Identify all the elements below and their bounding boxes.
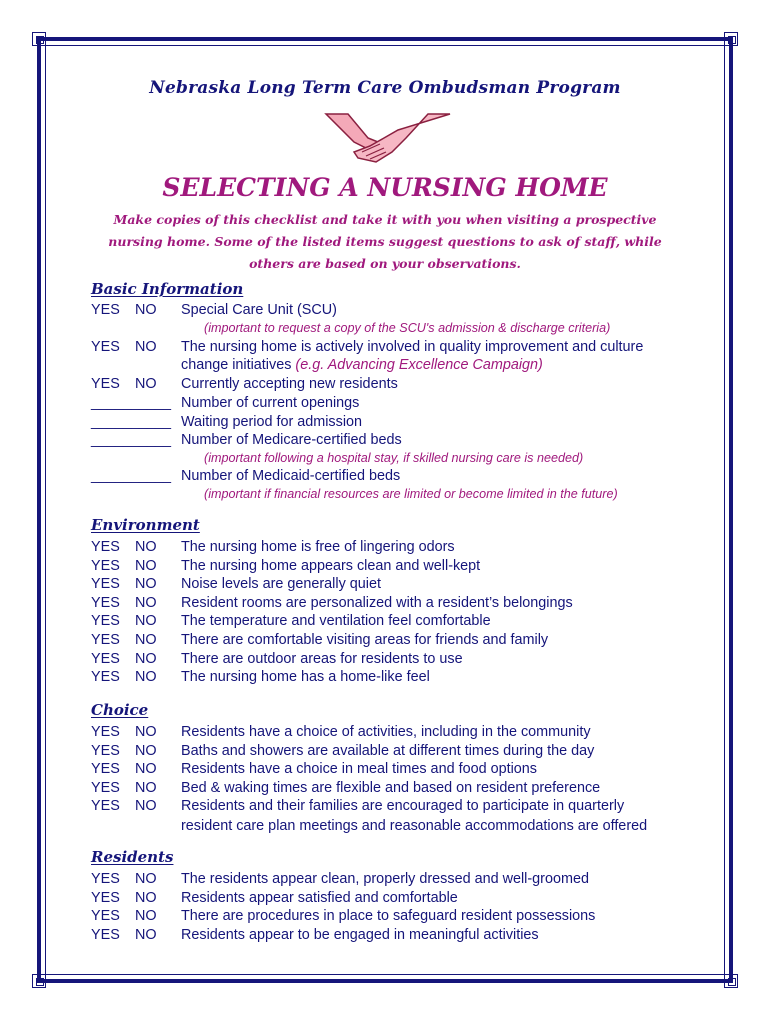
no-option[interactable]: NO bbox=[135, 779, 157, 796]
yes-option[interactable]: YES bbox=[91, 376, 120, 392]
item-text: Currently accepting new residents bbox=[181, 376, 398, 392]
no-option[interactable]: NO bbox=[135, 302, 157, 318]
item-text: Residents have a choice of activities, including in the community bbox=[181, 724, 591, 740]
item-text: Number of Medicare-certified beds bbox=[181, 432, 402, 448]
checklist-row bbox=[91, 780, 691, 799]
yes-option[interactable]: YES bbox=[91, 594, 120, 611]
item-text: Number of current openings bbox=[181, 395, 360, 411]
intro-text bbox=[95, 209, 675, 275]
item-note: (important if financial resources are limited or become limited in the future) bbox=[204, 487, 618, 501]
no-option[interactable]: NO bbox=[135, 613, 157, 630]
no-option[interactable]: NO bbox=[135, 889, 157, 906]
checklist-row bbox=[91, 908, 691, 927]
no-option[interactable]: NO bbox=[135, 339, 157, 355]
checklist-row bbox=[91, 558, 691, 577]
checklist-row bbox=[91, 761, 691, 780]
item-note: (important following a hospital stay, if skilled nursing care is needed) bbox=[204, 451, 584, 465]
item-text: Residents appear to be engaged in meaningful activities bbox=[181, 926, 539, 943]
yes-option[interactable]: YES bbox=[91, 908, 120, 925]
item-text: The nursing home is actively involved in quality improvement and culture bbox=[181, 339, 644, 355]
checklist-row bbox=[91, 376, 691, 395]
item-text: There are procedures in place to safeguard resident possessions bbox=[181, 908, 596, 925]
no-option[interactable]: NO bbox=[135, 761, 157, 778]
corner-ornament bbox=[32, 32, 46, 46]
no-option[interactable]: NO bbox=[135, 376, 157, 392]
yes-option[interactable]: YES bbox=[91, 669, 120, 686]
program-title: Nebraska Long Term Care Ombudsman Program bbox=[149, 78, 621, 98]
checklist-row bbox=[91, 651, 691, 670]
item-text: Residents appear satisfied and comfortable bbox=[181, 889, 458, 906]
item-text: Number of Medicaid-certified beds bbox=[181, 468, 401, 484]
no-option[interactable]: NO bbox=[135, 669, 157, 686]
item-text: The residents appear clean, properly dressed and well-groomed bbox=[181, 871, 589, 887]
yes-option[interactable]: YES bbox=[91, 613, 120, 630]
item-text-part: change initiatives bbox=[181, 357, 296, 373]
note-row bbox=[91, 487, 691, 506]
corner-ornament bbox=[724, 974, 738, 988]
no-option[interactable]: NO bbox=[135, 632, 157, 648]
checklist-row bbox=[91, 871, 691, 890]
item-text: There are comfortable visiting areas for friends and family bbox=[181, 632, 549, 648]
fill-in-blank[interactable]: __________ bbox=[91, 468, 172, 484]
item-text: Bed & waking times are flexible and based on resident preference bbox=[181, 779, 601, 796]
checklist-row bbox=[91, 632, 691, 651]
checklist-row bbox=[91, 724, 691, 743]
yes-option[interactable]: YES bbox=[91, 761, 120, 778]
item-text: resident care plan meetings and reasonable accommodations are offered bbox=[181, 818, 648, 834]
section-heading-choice: Choice bbox=[91, 701, 149, 719]
no-option[interactable]: NO bbox=[135, 908, 157, 925]
checklist-row bbox=[91, 927, 691, 946]
no-option[interactable]: NO bbox=[135, 724, 157, 740]
checklist-row bbox=[91, 669, 691, 688]
no-option[interactable]: NO bbox=[135, 576, 157, 593]
no-option[interactable]: NO bbox=[135, 742, 157, 759]
item-text: Residents and their families are encouraged to participate in quarterly bbox=[181, 798, 625, 815]
corner-ornament bbox=[724, 32, 738, 46]
yes-option[interactable]: YES bbox=[91, 742, 120, 759]
handshake-icon bbox=[318, 108, 458, 168]
continuation-row bbox=[91, 818, 691, 837]
fill-in-row bbox=[91, 395, 691, 414]
checklist-row bbox=[91, 613, 691, 632]
intro-line: Make copies of this checklist and take it with you when visiting a prospective bbox=[113, 212, 657, 227]
item-text: There are outdoor areas for residents to use bbox=[181, 650, 463, 667]
yes-option[interactable]: YES bbox=[91, 557, 120, 574]
intro-line: nursing home. Some of the listed items suggest questions to ask of staff, while bbox=[108, 234, 662, 249]
item-text: Noise levels are generally quiet bbox=[181, 576, 381, 593]
yes-option[interactable]: YES bbox=[91, 926, 120, 943]
note-row bbox=[91, 321, 691, 340]
yes-option[interactable]: YES bbox=[91, 650, 120, 667]
checklist-row bbox=[91, 576, 691, 595]
checklist-row bbox=[91, 302, 691, 321]
item-text bbox=[181, 357, 543, 373]
yes-option[interactable]: YES bbox=[91, 889, 120, 906]
no-option[interactable]: NO bbox=[135, 539, 157, 555]
yes-option[interactable]: YES bbox=[91, 871, 120, 887]
fill-in-row bbox=[91, 468, 691, 487]
item-text: The nursing home is free of lingering odors bbox=[181, 539, 455, 555]
fill-in-blank[interactable]: __________ bbox=[91, 432, 172, 448]
item-text: Baths and showers are available at different times during the day bbox=[181, 742, 595, 759]
item-text: The nursing home has a home-like feel bbox=[181, 669, 430, 686]
intro-line: others are based on your observations. bbox=[249, 256, 521, 271]
yes-option[interactable]: YES bbox=[91, 724, 120, 740]
page-title: SELECTING A NURSING HOME bbox=[162, 173, 608, 202]
fill-in-blank[interactable]: __________ bbox=[91, 414, 172, 430]
no-option[interactable]: NO bbox=[135, 557, 157, 574]
checklist-row bbox=[91, 743, 691, 762]
checklist-row bbox=[91, 890, 691, 909]
yes-option[interactable]: YES bbox=[91, 539, 120, 555]
yes-option[interactable]: YES bbox=[91, 339, 120, 355]
no-option[interactable]: NO bbox=[135, 871, 157, 887]
no-option[interactable]: NO bbox=[135, 594, 157, 611]
checklist-row bbox=[91, 595, 691, 614]
item-note: (e.g. Advancing Excellence Campaign) bbox=[295, 357, 543, 373]
item-text: The nursing home appears clean and well-kept bbox=[181, 557, 481, 574]
checklist-row bbox=[91, 798, 691, 817]
fill-in-row bbox=[91, 414, 691, 433]
yes-option[interactable]: YES bbox=[91, 798, 120, 815]
item-text: Resident rooms are personalized with a resident’s belongings bbox=[181, 594, 573, 611]
item-text: Waiting period for admission bbox=[181, 414, 363, 430]
checklist-row bbox=[91, 339, 691, 358]
yes-option[interactable]: YES bbox=[91, 779, 120, 796]
fill-in-blank[interactable]: __________ bbox=[91, 395, 172, 411]
section-heading-residents: Residents bbox=[91, 848, 174, 866]
item-note: (important to request a copy of the SCU's admission & discharge criteria) bbox=[204, 321, 611, 335]
yes-option[interactable]: YES bbox=[91, 632, 120, 648]
no-option[interactable]: NO bbox=[135, 798, 157, 815]
item-text: Special Care Unit (SCU) bbox=[181, 302, 337, 318]
yes-option[interactable]: YES bbox=[91, 302, 120, 318]
section-heading-basic: Basic Information bbox=[91, 280, 244, 298]
item-text: The temperature and ventilation feel comfortable bbox=[181, 613, 491, 630]
checklist-row bbox=[91, 539, 691, 558]
no-option[interactable]: NO bbox=[135, 926, 157, 943]
section-heading-environment: Environment bbox=[91, 516, 200, 534]
yes-option[interactable]: YES bbox=[91, 576, 120, 593]
corner-ornament bbox=[32, 974, 46, 988]
continuation-row bbox=[91, 357, 691, 376]
no-option[interactable]: NO bbox=[135, 650, 157, 667]
item-text: Residents have a choice in meal times and food options bbox=[181, 761, 537, 778]
fill-in-row bbox=[91, 432, 691, 451]
